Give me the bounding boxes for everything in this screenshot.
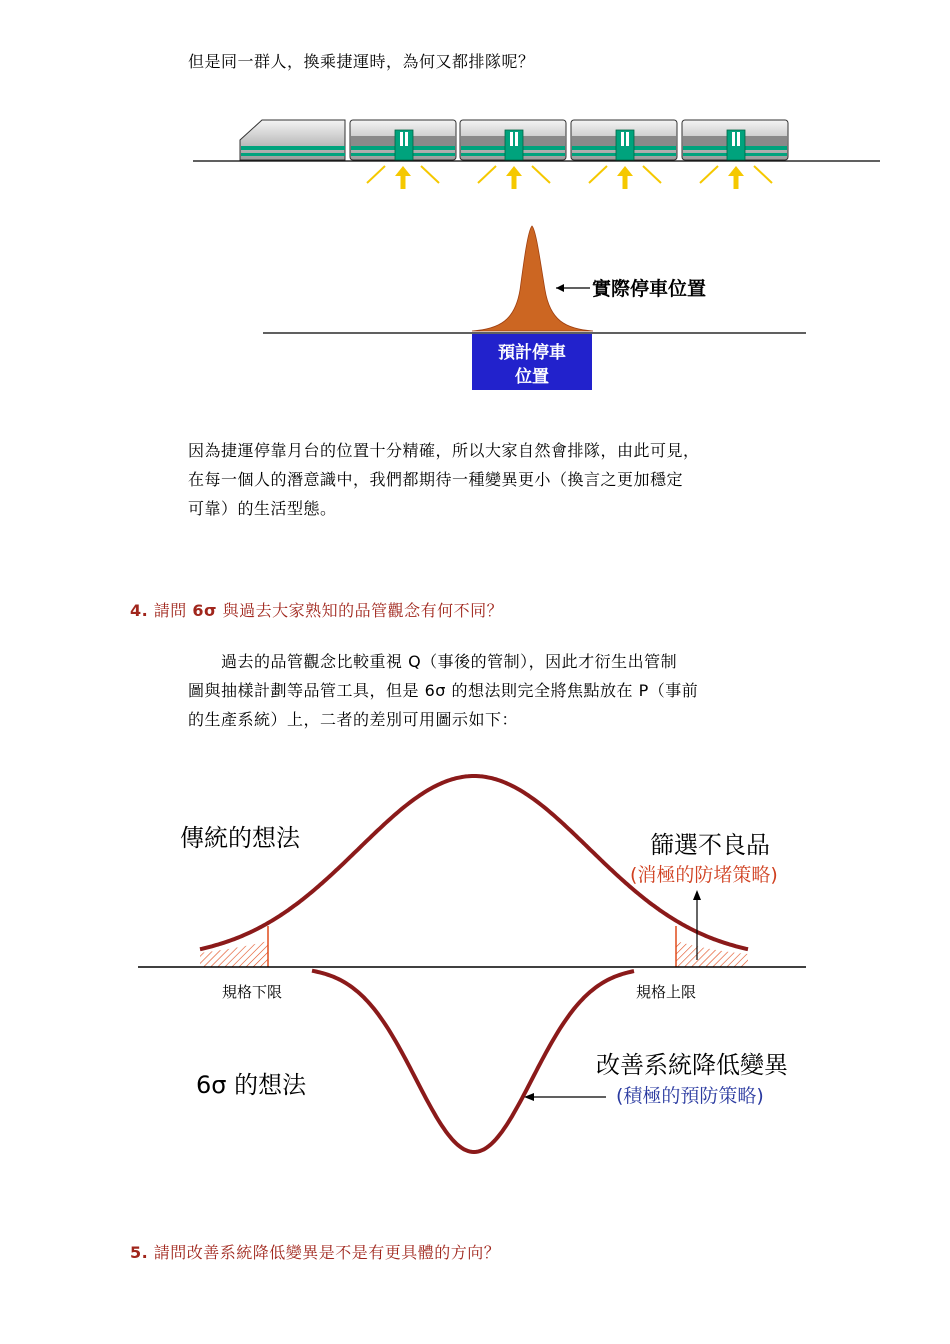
train-car xyxy=(350,120,456,160)
upper-spec-label: 規格上限 xyxy=(636,983,697,1001)
box-label-line1: 預計停車 xyxy=(498,343,566,363)
paragraph-2-line: 圖與抽樣計劃等品管工具，但是 6σ 的想法則完全將焦點放在 P（事前 xyxy=(188,681,699,700)
paragraph-2-line: 的生產系統）上，二者的差別可用圖示如下： xyxy=(188,710,519,729)
improve-label: 改善系統降低變異 xyxy=(596,1051,788,1079)
question-5-text: 請問改善系統降低變異是不是有更具體的方向？ xyxy=(148,1243,501,1262)
question-5-number: 5. xyxy=(130,1243,149,1262)
train-cars xyxy=(350,120,788,160)
improve-sub-label: (積極的預防策略) xyxy=(616,1085,764,1107)
paragraph-2-line: 過去的品管觀念比較重視 Q（事後的管制），因此才衍生出管制 xyxy=(188,652,678,671)
question-4-sigma: 6σ xyxy=(192,601,217,620)
question-4-prefix: 請問 xyxy=(148,601,193,620)
intro-question: 但是同一群人，換乘捷運時，為何又都排隊呢？ xyxy=(188,52,535,71)
paragraph-1-line: 在每一個人的潛意識中，我們都期待一種變異更小（換言之更加穩定 xyxy=(188,470,684,489)
traditional-curve xyxy=(200,776,748,949)
train-car xyxy=(571,120,677,160)
boarding-arrow xyxy=(589,166,661,189)
question-4-number: 4. xyxy=(130,601,149,620)
sigma-comparison-figure xyxy=(0,760,950,1170)
question-5-heading xyxy=(130,1240,500,1263)
train-figure xyxy=(0,110,950,400)
peak-label: 實際停車位置 xyxy=(592,278,707,300)
traditional-label: 傳統的想法 xyxy=(180,824,300,852)
train-car xyxy=(682,120,788,160)
boarding-arrows xyxy=(367,166,772,189)
boarding-arrow xyxy=(700,166,772,189)
boarding-arrow xyxy=(367,166,439,189)
train-locomotive xyxy=(240,120,345,160)
paragraph-1 xyxy=(188,436,700,523)
screen-label: 篩選不良品 xyxy=(650,831,770,859)
paragraph-1-line: 可靠）的生活型態。 xyxy=(188,499,337,518)
box-label-line2: 位置 xyxy=(515,367,549,387)
question-4-text: 與過去大家熟知的品管觀念有何不同？ xyxy=(217,601,504,620)
paragraph-1-line: 因為捷運停靠月台的位置十分精確，所以大家自然會排隊，由此可見， xyxy=(188,441,700,460)
question-4-heading xyxy=(130,598,503,621)
paragraph-2 xyxy=(188,647,698,734)
boarding-arrow xyxy=(478,166,550,189)
lower-spec-label: 規格下限 xyxy=(222,983,283,1001)
six-sigma-curve xyxy=(312,971,634,1152)
six-sigma-label: 6σ 的想法 xyxy=(196,1071,307,1099)
train-car xyxy=(460,120,566,160)
stop-distribution xyxy=(263,226,806,390)
screen-sub-label: (消極的防堵策略) xyxy=(630,864,778,886)
